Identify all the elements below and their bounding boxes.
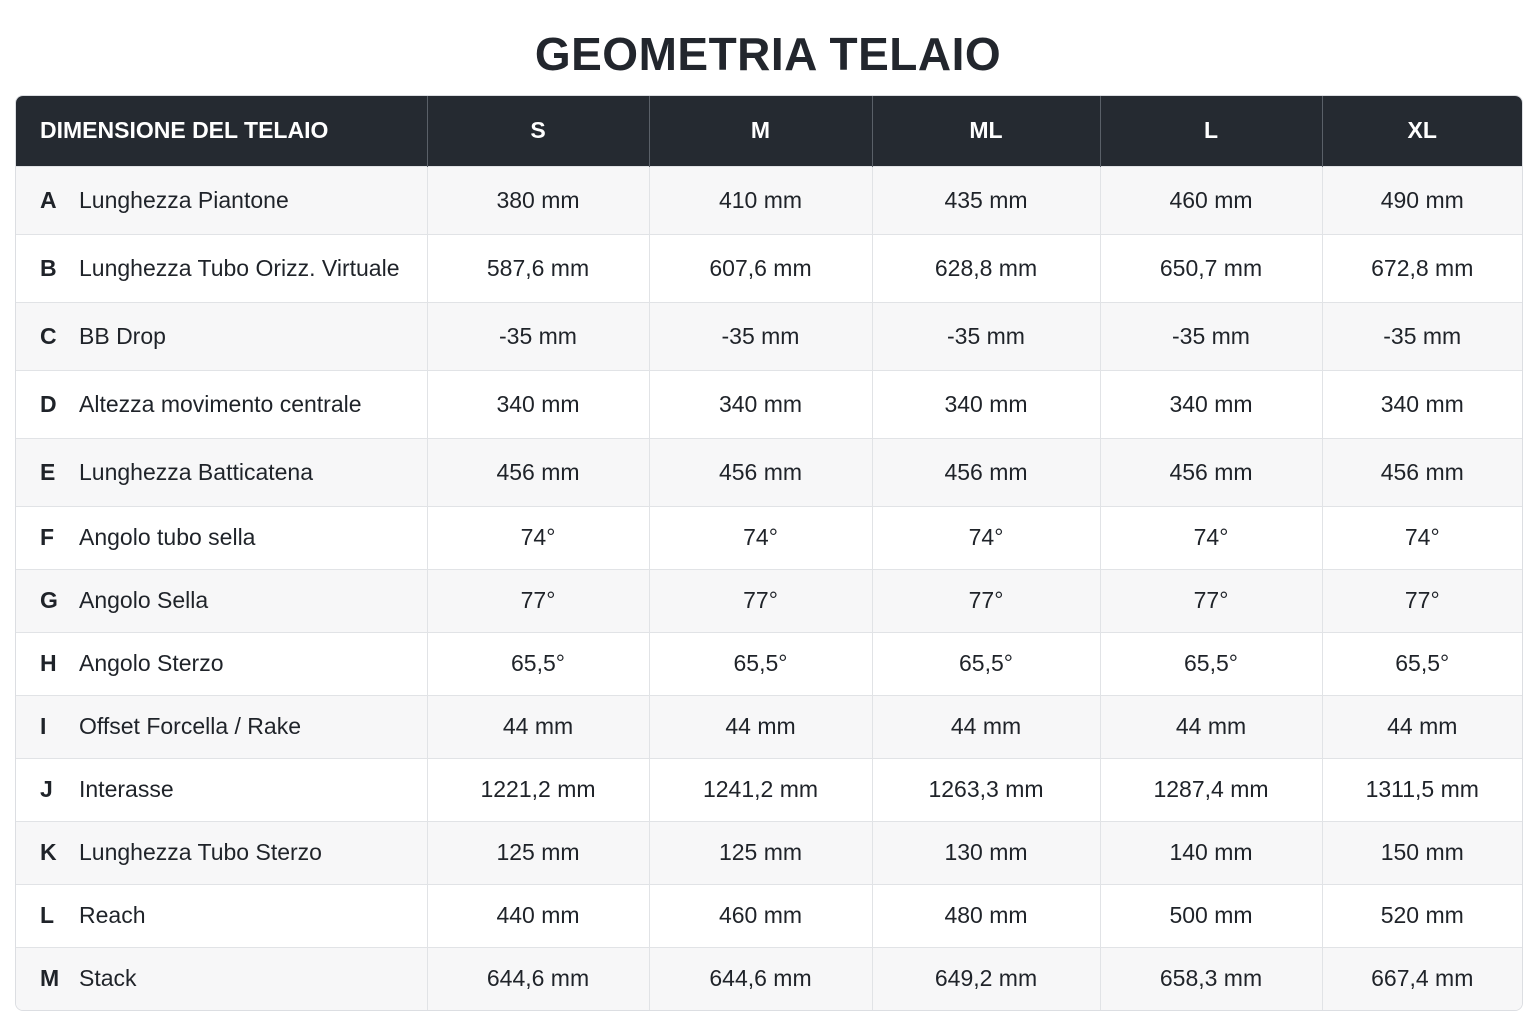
table-body xyxy=(16,166,1522,1010)
value-cell: 340 mm xyxy=(872,370,1100,438)
value-cell: 644,6 mm xyxy=(427,947,649,1010)
row-label-cell xyxy=(16,821,427,884)
row-label-cell xyxy=(16,166,427,234)
value-cell: 644,6 mm xyxy=(649,947,872,1010)
row-letter: C xyxy=(40,322,57,349)
value-cell: 77° xyxy=(427,569,649,632)
row-label-cell xyxy=(16,947,427,1010)
value-cell: 1263,3 mm xyxy=(872,758,1100,821)
table-row xyxy=(16,884,1522,947)
value-cell: 65,5° xyxy=(1100,632,1322,695)
row-label: Lunghezza Batticatena xyxy=(79,458,314,485)
value-cell: -35 mm xyxy=(872,302,1100,370)
header-size-xl: XL xyxy=(1322,96,1522,166)
row-letter: G xyxy=(40,587,58,613)
value-cell: 150 mm xyxy=(1322,821,1522,884)
row-letter: I xyxy=(40,713,47,739)
value-cell: -35 mm xyxy=(1322,302,1522,370)
table-row xyxy=(16,632,1522,695)
value-cell: -35 mm xyxy=(427,302,649,370)
header-size-l: L xyxy=(1100,96,1322,166)
value-cell: 456 mm xyxy=(1322,438,1522,506)
value-cell: 520 mm xyxy=(1322,884,1522,947)
value-cell: 628,8 mm xyxy=(872,234,1100,302)
value-cell: 480 mm xyxy=(872,884,1100,947)
value-cell: 435 mm xyxy=(872,166,1100,234)
row-label-cell xyxy=(16,569,427,632)
row-label-cell xyxy=(16,302,427,370)
value-cell: 130 mm xyxy=(872,821,1100,884)
value-cell: 667,4 mm xyxy=(1322,947,1522,1010)
row-letter: K xyxy=(40,839,57,865)
value-cell: 607,6 mm xyxy=(649,234,872,302)
row-label: Stack xyxy=(79,965,137,992)
row-label: Lunghezza Tubo Orizz. Virtuale xyxy=(79,254,400,281)
value-cell: 65,5° xyxy=(427,632,649,695)
row-label: Angolo Sella xyxy=(79,587,209,613)
value-cell: 490 mm xyxy=(1322,166,1522,234)
value-cell: 44 mm xyxy=(1100,695,1322,758)
page-title: GEOMETRIA TELAIO xyxy=(534,28,1002,80)
value-cell: 74° xyxy=(1322,506,1522,569)
value-cell: 460 mm xyxy=(649,884,872,947)
value-cell: 340 mm xyxy=(427,370,649,438)
value-cell: 65,5° xyxy=(1322,632,1522,695)
row-letter: L xyxy=(40,902,55,928)
value-cell: 1287,4 mm xyxy=(1100,758,1322,821)
value-cell: 340 mm xyxy=(649,370,872,438)
value-cell: 77° xyxy=(872,569,1100,632)
geometry-table-grid xyxy=(16,96,1522,1010)
value-cell: 65,5° xyxy=(649,632,872,695)
value-cell: 77° xyxy=(1100,569,1322,632)
row-label-cell xyxy=(16,438,427,506)
value-cell: -35 mm xyxy=(649,302,872,370)
value-cell: 44 mm xyxy=(649,695,872,758)
row-letter: M xyxy=(40,965,60,992)
value-cell: 1221,2 mm xyxy=(427,758,649,821)
value-cell: 125 mm xyxy=(649,821,872,884)
header-size-m: M xyxy=(649,96,872,166)
value-cell: 1311,5 mm xyxy=(1322,758,1522,821)
value-cell: 500 mm xyxy=(1100,884,1322,947)
table-row xyxy=(16,370,1522,438)
value-cell: 440 mm xyxy=(427,884,649,947)
value-cell: 456 mm xyxy=(872,438,1100,506)
row-letter: B xyxy=(40,254,57,281)
row-label: Angolo Sterzo xyxy=(79,650,224,676)
row-letter: H xyxy=(40,650,57,676)
table-row xyxy=(16,569,1522,632)
value-cell: 410 mm xyxy=(649,166,872,234)
table-row xyxy=(16,695,1522,758)
row-label: Altezza movimento centrale xyxy=(79,390,362,417)
value-cell: 44 mm xyxy=(1322,695,1522,758)
value-cell: 44 mm xyxy=(427,695,649,758)
table-row xyxy=(16,166,1522,234)
row-letter: D xyxy=(40,390,57,417)
row-label: Offset Forcella / Rake xyxy=(79,713,301,739)
value-cell: 456 mm xyxy=(427,438,649,506)
table-header-row xyxy=(16,96,1522,166)
value-cell: 74° xyxy=(872,506,1100,569)
value-cell: 380 mm xyxy=(427,166,649,234)
value-cell: 456 mm xyxy=(1100,438,1322,506)
header-size-s: S xyxy=(427,96,649,166)
value-cell: 74° xyxy=(649,506,872,569)
table-row xyxy=(16,506,1522,569)
header-frame-size-label: DIMENSIONE DEL TELAIO xyxy=(40,117,329,144)
value-cell: 587,6 mm xyxy=(427,234,649,302)
row-label-cell xyxy=(16,632,427,695)
value-cell: 340 mm xyxy=(1100,370,1322,438)
value-cell: 340 mm xyxy=(1322,370,1522,438)
value-cell: 1241,2 mm xyxy=(649,758,872,821)
value-cell: 658,3 mm xyxy=(1100,947,1322,1010)
geometry-table xyxy=(15,95,1523,1011)
value-cell: 649,2 mm xyxy=(872,947,1100,1010)
value-cell: 77° xyxy=(1322,569,1522,632)
row-letter: J xyxy=(40,776,53,802)
row-label-cell xyxy=(16,506,427,569)
header-size-ml: ML xyxy=(872,96,1100,166)
table-row xyxy=(16,438,1522,506)
row-label: Reach xyxy=(79,902,146,928)
value-cell: 65,5° xyxy=(872,632,1100,695)
row-label-cell xyxy=(16,695,427,758)
row-letter: A xyxy=(40,186,57,213)
table-row xyxy=(16,947,1522,1010)
table-row xyxy=(16,234,1522,302)
row-label-cell xyxy=(16,758,427,821)
row-label: Interasse xyxy=(79,776,174,802)
value-cell: 74° xyxy=(1100,506,1322,569)
value-cell: 74° xyxy=(427,506,649,569)
table-row xyxy=(16,302,1522,370)
row-label-cell xyxy=(16,884,427,947)
row-label-cell xyxy=(16,234,427,302)
table-row xyxy=(16,821,1522,884)
value-cell: 44 mm xyxy=(872,695,1100,758)
row-label: Lunghezza Tubo Sterzo xyxy=(79,839,322,865)
row-label-cell xyxy=(16,370,427,438)
value-cell: 650,7 mm xyxy=(1100,234,1322,302)
value-cell: 125 mm xyxy=(427,821,649,884)
row-label: Angolo tubo sella xyxy=(79,524,256,550)
value-cell: 460 mm xyxy=(1100,166,1322,234)
table-header xyxy=(16,96,1522,166)
row-letter: E xyxy=(40,458,56,485)
value-cell: -35 mm xyxy=(1100,302,1322,370)
value-cell: 456 mm xyxy=(649,438,872,506)
value-cell: 672,8 mm xyxy=(1322,234,1522,302)
row-label: Lunghezza Piantone xyxy=(79,186,289,213)
table-row xyxy=(16,758,1522,821)
row-label: BB Drop xyxy=(79,322,166,349)
value-cell: 77° xyxy=(649,569,872,632)
row-letter: F xyxy=(40,524,55,550)
value-cell: 140 mm xyxy=(1100,821,1322,884)
